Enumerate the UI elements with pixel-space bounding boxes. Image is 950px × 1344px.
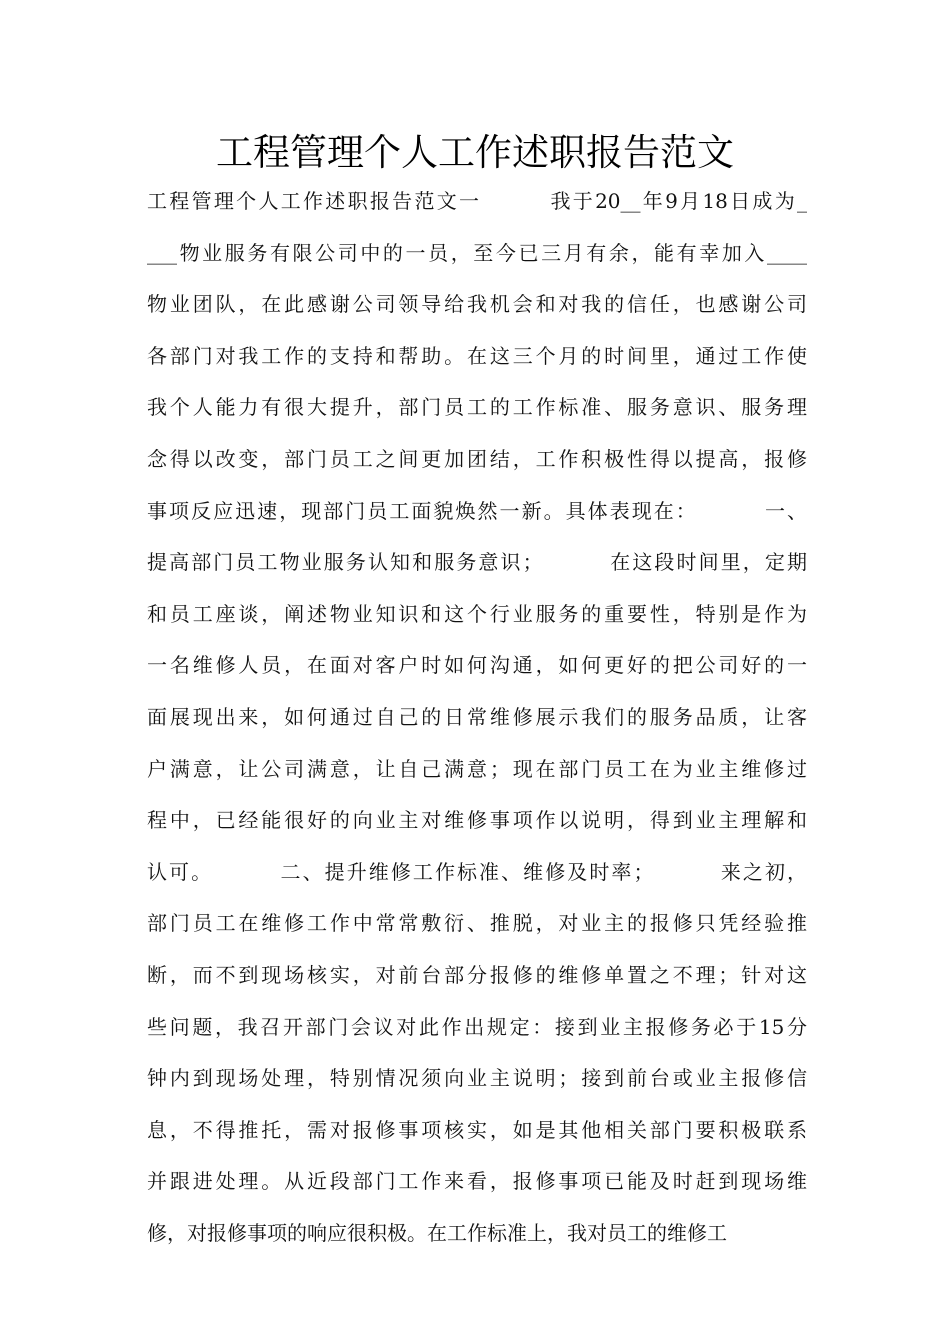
body-line: 些问题，我召开部门会议对此作出规定：接到业主报修务必于15分 [147,1014,807,1039]
body-line: 物业团队，在此感谢公司领导给我机会和对我的信任，也感谢公司 [147,292,807,317]
body-line: ___物业服务有限公司中的一员，至今已三月有余，能有幸加入____ [147,240,807,265]
body-line: 钟内到现场处理，特别情况须向业主说明；接到前台或业主报修信 [147,1066,807,1091]
body-line: 修，对报修事项的响应很积极。在工作标准上，我对员工的维修工 [147,1220,727,1245]
body-line: 面展现出来，如何通过自己的日常维修展示我们的服务品质，让客 [147,704,807,729]
body-line: 工程管理个人工作述职报告范文一 我于20__年9月18日成为_ [147,189,807,213]
body-line: 一名维修人员，在面对客户时如何沟通，如何更好的把公司好的一 [147,653,807,678]
body-line: 并跟进处理。从近段部门工作来看，报修事项已能及时赶到现场维 [147,1169,807,1194]
body-line: 户满意，让公司满意，让自己满意；现在部门员工在为业主维修过 [147,756,807,781]
body-line: 和员工座谈，阐述物业知识和这个行业服务的重要性，特别是作为 [147,601,807,626]
body-line: 息，不得推托，需对报修事项核实，如是其他相关部门要积极联系 [147,1117,807,1142]
body-line: 断，而不到现场核实，对前台部分报修的维修单置之不理；针对这 [147,962,807,987]
body-line: 程中，已经能很好的向业主对维修事项作以说明，得到业主理解和 [147,808,807,833]
document-body [147,183,807,1266]
body-line: 事项反应迅速，现部门员工面貌焕然一新。具体表现在： 一、 [147,498,807,523]
body-line: 我个人能力有很大提升，部门员工的工作标准、服务意识、服务理 [147,395,807,420]
body-line: 各部门对我工作的支持和帮助。在这三个月的时间里，通过工作使 [147,343,807,368]
body-line: 提高部门员工物业服务认知和服务意识； 在这段时间里，定期 [147,550,807,575]
document-title: 工程管理个人工作述职报告范文 [216,131,734,174]
body-line: 部门员工在维修工作中常常敷衍、推脱，对业主的报修只凭经验推 [147,911,807,936]
body-line: 念得以改变，部门员工之间更加团结，工作积极性得以提高，报修 [147,446,807,471]
body-line: 认可。 二、提升维修工作标准、维修及时率； 来之初， [147,859,807,884]
